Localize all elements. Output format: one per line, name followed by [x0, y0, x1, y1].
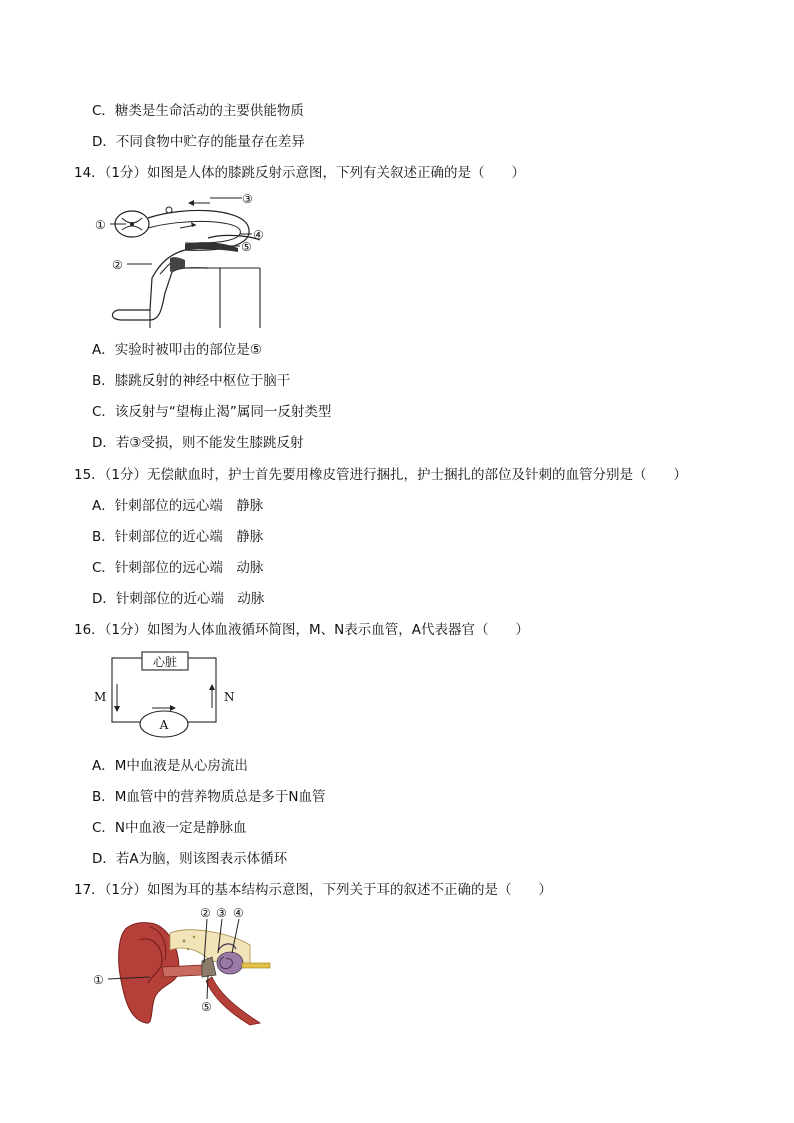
q16-option-b: B．M血管中的营养物质总是多于N血管 — [92, 789, 326, 805]
q15-option-c: C．针刺部位的远心端 动脉 — [92, 560, 264, 576]
label-1: ① — [95, 218, 106, 232]
q17-stem: 17．（1分）如图为耳的基本结构示意图，下列关于耳的叙述不正确的是（ ） — [74, 882, 553, 898]
q15-option-a: A．针刺部位的远心端 静脉 — [92, 498, 264, 514]
ear-label-5: ⑤ — [201, 1000, 212, 1014]
q14-option-d: D．若③受损，则不能发生膝跳反射 — [92, 435, 304, 451]
q13-option-c: C．糖类是生命活动的主要供能物质 — [92, 103, 304, 119]
heart-label: 心脏 — [152, 655, 178, 669]
label-2: ② — [112, 258, 123, 272]
ear-label-2: ② — [200, 906, 211, 920]
ear-structure-figure — [90, 905, 280, 1030]
q16-option-a: A．M中血液是从心房流出 — [92, 758, 248, 774]
label-4: ④ — [253, 228, 264, 242]
ear-label-1: ① — [93, 973, 104, 987]
vessel-m-label: M — [94, 690, 107, 704]
vessel-n-label: N — [224, 690, 235, 704]
q16-option-c: C．N中血液一定是静脉血 — [92, 820, 247, 836]
ear-label-3: ③ — [216, 906, 227, 920]
q15-option-b: B．针刺部位的近心端 静脉 — [92, 529, 264, 545]
q16-stem: 16．（1分）如图为人体血液循环简图，M、N表示血管，A代表器官（ ） — [74, 622, 529, 638]
label-3: ③ — [242, 192, 253, 206]
q14-stem: 14．（1分）如图是人体的膝跳反射示意图，下列有关叙述正确的是（ ） — [74, 165, 526, 181]
organ-a-label: A — [159, 718, 169, 732]
q14-option-b: B．膝跳反射的神经中枢位于脑干 — [92, 373, 291, 389]
q16-option-d: D．若A为脑，则该图表示体循环 — [92, 851, 288, 867]
q15-option-d: D．针刺部位的近心端 动脉 — [92, 591, 265, 607]
q14-option-a: A．实验时被叩击的部位是⑤ — [92, 342, 262, 358]
knee-jerk-reflex-figure — [90, 188, 280, 333]
blood-circulation-figure — [90, 650, 240, 742]
ear-label-4: ④ — [233, 906, 244, 920]
label-5: ⑤ — [241, 240, 252, 254]
q13-option-d: D．不同食物中贮存的能量存在差异 — [92, 134, 305, 150]
q14-option-c: C．该反射与“望梅止渴”属同一反射类型 — [92, 404, 332, 420]
q15-stem: 15．（1分）无偿献血时，护士首先要用橡皮管进行捆扎，护士捆扎的部位及针刺的血管分别是（ ） — [74, 467, 688, 483]
